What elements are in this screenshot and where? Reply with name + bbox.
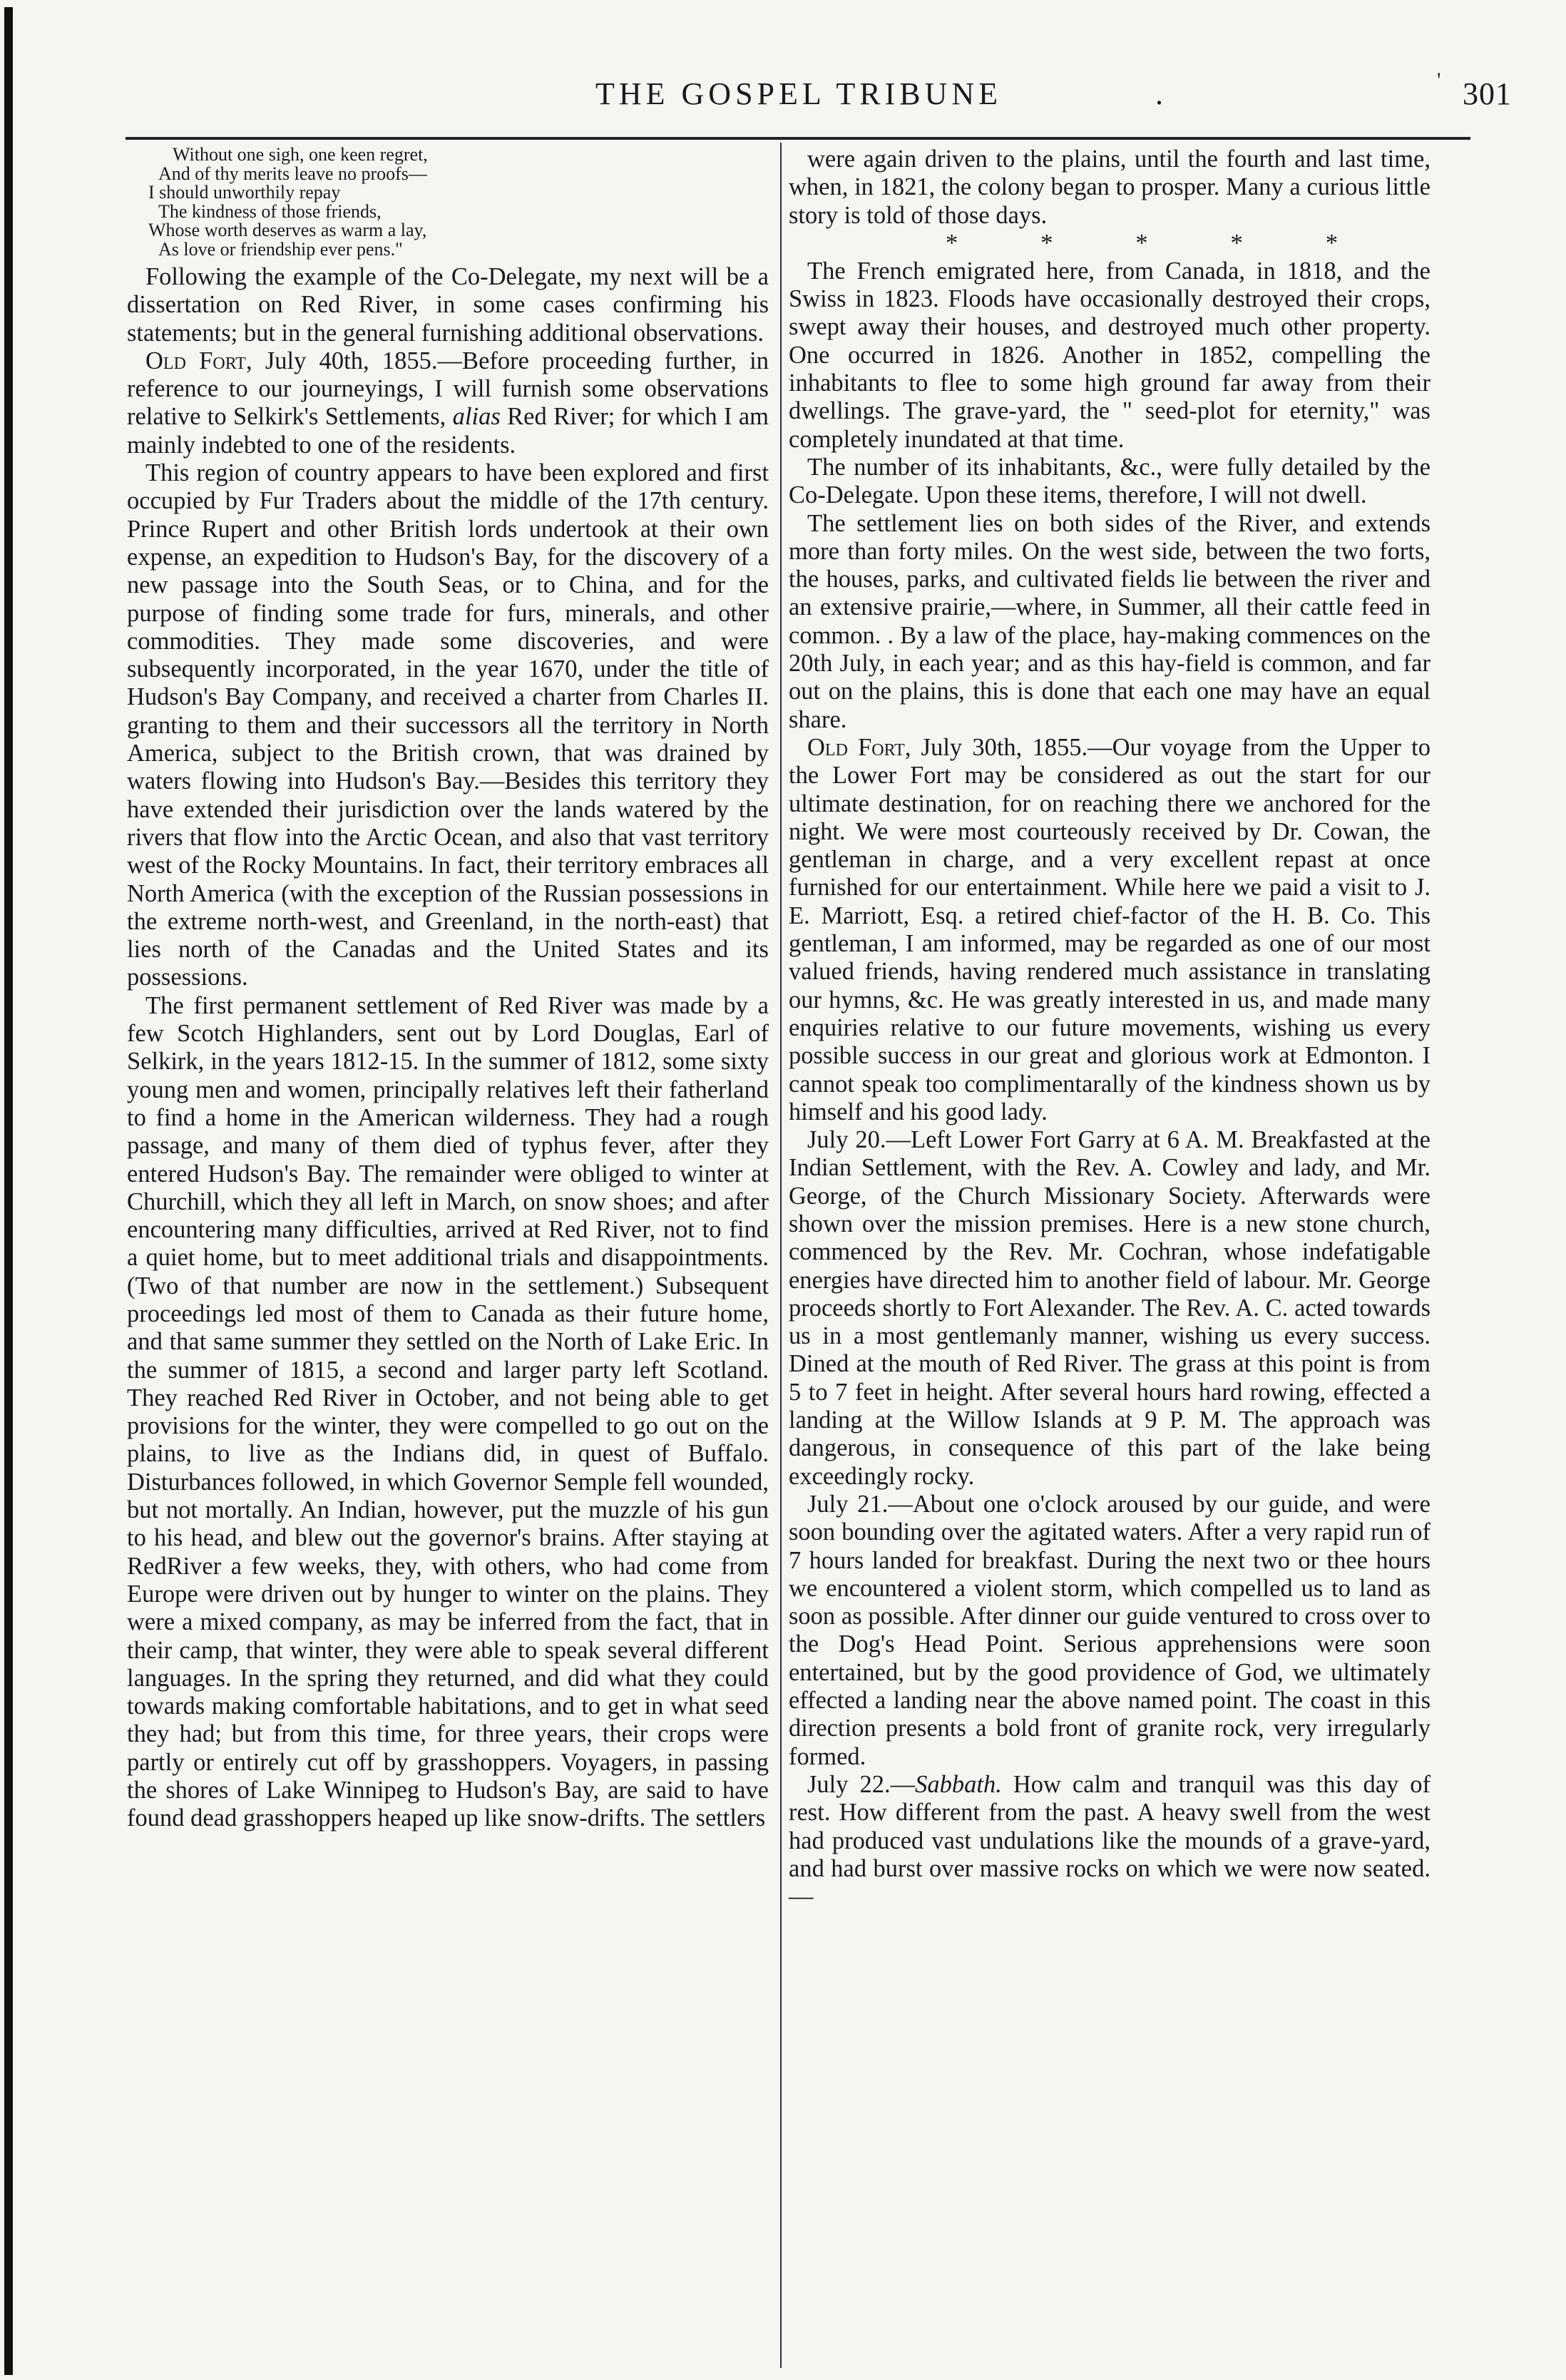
asterisk: * bbox=[1230, 229, 1243, 257]
paragraph-text: Red River; for which I am mainly indebted to one of the residents. bbox=[127, 403, 769, 459]
dateline: Old Fort, bbox=[145, 347, 252, 374]
header-rule bbox=[126, 137, 1470, 140]
paragraph bbox=[789, 734, 1431, 1126]
dateline: Old Fort, bbox=[807, 733, 911, 761]
dateline: July 22.— bbox=[807, 1770, 916, 1798]
paragraph: The settlement lies on both sides of the River, and extends more than forty miles. On the west side, between the two forts, the houses, parks, and cultivated fields lie between the river and an extensive prairie,—where, in Summer, all their cattle feed in common. . By a law of the place, hay-making commences on the 20th July, in each year; and as this hay-field is common, and far out on the plains, this is done that each one may have an equal share. bbox=[789, 509, 1431, 733]
asterisk: * bbox=[1040, 229, 1053, 257]
poem-line: The kindness of those friends, bbox=[158, 200, 382, 222]
poem-line: Whose worth deserves as warm a lay, bbox=[148, 220, 427, 240]
left-column bbox=[127, 145, 769, 1833]
paragraph: The first permanent settlement of Red River was made by a few Scotch Highlanders, sent out by Lord Douglas, Earl of Selkirk, in the years 1812-15. In the summer of 1812, some sixty young men and women, principally relatives left their fatherland to find a home in the American wilderness. They had a rough passage, and many of them died of typhus fever, after they entered Hudson's Bay. The remainder were obliged to winter at Churchill, which they all left in March, on snow shoes; and after encountering many difficulties, arrived at Red River, not to find a quiet home, but to meet additional trials and disappointments. (Two of that number are now in the settlement.) Subsequent proceedings led most of them to Canada as their future home, and that same summer they settled on the North of Lake Eric. In the summer of 1815, a second and larger party left Scotland. They reached Red River in October, and not being able to get provisions for the winter, they were compelled to go out on the plains, to live as the Indians did, in quest of Buffalo. Disturbances followed, in which Governor Semple fell wounded, but not mortally. An Indian, however, put the muzzle of his gun to his head, and blew out the governor's brains. After staying at RedRiver a few weeks, they, with others, who had come from Europe were driven out by hunger to winter on the plains. They were a mixed company, as may be inferred from the fact, that in their camp, that winter, they were able to speak several different languages. In the spring they returned, and did what they could towards making comfortable habitations, and to get in what seed they had; but from this time, for three years, their crops were partly or entirely cut off by grasshoppers. Voyagers, in passing the shores of Lake Winnipeg to Hudson's Bay, are said to have found dead grasshoppers heaped up like snow-drifts. The settlers bbox=[127, 991, 769, 1832]
asterisk: * bbox=[1135, 229, 1148, 257]
poem-excerpt bbox=[127, 145, 769, 259]
paragraph: July 20.—Left Lower Fort Garry at 6 A. M. Breakfasted at the Indian Settlement, with the Rev. A. Cowley and lady, and Mr. George, of the Church Missionary Society. Afterwards were shown over the mission premises. Here is a new stone church, commenced by the Rev. Mr. Cochran, whose indefatigable energies have directed him to another field of labour. Mr. George proceeds shortly to Fort Alexander. The Rev. A. C. acted towards us in a most gentlemanly manner, wishing us every success. Dined at the mouth of Red River. The grass at this point is from 5 to 7 feet in height. After several hours hard rowing, effected a landing at the Willow Islands at 9 P. M. The approach was dangerous, in consequence of this part of the lake being exceedingly rocky. bbox=[789, 1126, 1431, 1490]
paragraph: July 21.—About one o'clock aroused by our guide, and were soon bounding over the agitated waters. After a very rapid run of 7 hours landed for breakfast. During the next two or thee hours we encountered a violent storm, which compelled us to land as soon as possible. After dinner our guide ventured to cross over to the Dog's Head Point. Serious apprehensions were soon entertained, but by the good providence of God, we ultimately effected a landing near the above named point. The coast in this direction presents a bold front of granite rock, very irregularly formed. bbox=[789, 1490, 1431, 1770]
header-dot: . bbox=[1155, 76, 1167, 111]
poem-line: I should unworthily repay bbox=[148, 182, 341, 203]
running-header bbox=[86, 68, 1512, 133]
header-tick-mark: ' bbox=[1437, 68, 1445, 92]
poem-line: As love or friendship ever pens." bbox=[158, 238, 403, 260]
poem-line: And of thy merits leave no proofs— bbox=[158, 163, 427, 184]
paragraph-text: July 30th, 1855.—Our voyage from the Upper to the Lower Fort may be considered as out the start for our ultimate destination, for on reaching there we anchored for the night. We were most courteously received by Dr. Cowan, the gentleman in charge, and a very excellent repast at once furnished for our entertainment. While here we paid a visit to J. E. Marriott, Esq. a retired chief-factor of the H. B. Co. This gentleman, I am informed, may be regarded as one of our most valued friends, having rendered much assistance in translating our hymns, &c. He was greatly interested in us, and made many enquiries relative to our future movements, wishing us every possible success in our great and glorious work at Edmonton. I cannot speak too complimentarally of the kindness shown us by himself and his good lady. bbox=[789, 733, 1431, 1125]
asterisk: * bbox=[1325, 229, 1338, 257]
poem-line: Without one sigh, one keen regret, bbox=[173, 144, 428, 165]
asterisk: * bbox=[946, 229, 958, 257]
paragraph: The number of its inhabitants, &c., were fully detailed by the Co-Delegate. Upon these items, therefore, I will not dwell. bbox=[789, 453, 1431, 509]
paragraph: The French emigrated here, from Canada, in 1818, and the Swiss in 1823. Floods have occasionally destroyed their crops, swept away their houses, and destroyed much other property. One occurred in 1826. Another in 1852, compelling the inhabitants to flee to some high ground far away from their dwellings. The grave-yard, the " seed-plot for eternity," was completely inundated at that time. bbox=[789, 257, 1431, 453]
page-number: 301 bbox=[1463, 76, 1512, 111]
journal-title: THE GOSPEL TRIBUNE bbox=[595, 76, 1002, 111]
italic-word: Sabbath. bbox=[915, 1770, 1002, 1798]
page-spine-edge bbox=[4, 7, 13, 2375]
paragraph: were again driven to the plains, until the fourth and last time, when, in 1821, the colony began to prosper. Many a curious little story is told of those days. bbox=[789, 145, 1431, 229]
section-break-asterisks bbox=[789, 230, 1431, 257]
italic-word: alias bbox=[452, 403, 501, 431]
paragraph bbox=[789, 1771, 1431, 1911]
column-divider bbox=[780, 143, 782, 2368]
paragraph: Following the example of the Co-Delegate, my next will be a dissertation on Red River, in some cases confirming his statements; but in the general furnishing additional observations. bbox=[127, 263, 769, 347]
paragraph bbox=[127, 347, 769, 459]
paragraph: This region of country appears to have been explored and first occupied by Fur Traders about the middle of the 17th century. Prince Rupert and other British lords undertook at their own expense, an expedition to Hudson's Bay, for the discovery of a new passage into the South Seas, or to China, and for the purpose of finding some trade for furs, minerals, and other commodities. They made some discoveries, and were subsequently incorporated, in the year 1670, under the title of Hudson's Bay Company, and received a charter from Charles II. granting to them and their successors all the territory in North America, subject to the British crown, that was drained by waters flowing into Hudson's Bay.—Besides this territory they have extended their jurisdiction over the lands watered by the rivers that flow into the Arctic Ocean, and also that vast territory west of the Rocky Mountains. In fact, their territory embraces all North America (with the exception of the Russian possessions in the extreme north-west, and Greenland, in the north-east) that lies north of the Canadas and the United States and its possessions. bbox=[127, 459, 769, 991]
right-column bbox=[789, 145, 1431, 1911]
paragraph-text: July 40th, 1855.—Before proceeding further, in reference to our journeyings, I will furnish some observations relative to Selkirk's Settlements, bbox=[127, 347, 769, 431]
paragraph-text: How calm and tranquil was this day of rest. How different from the past. A heavy swell from the west had produced vast undulations like the mounds of a grave-yard, and had burst over massive rocks on which we were now seated.— bbox=[789, 1770, 1431, 1911]
